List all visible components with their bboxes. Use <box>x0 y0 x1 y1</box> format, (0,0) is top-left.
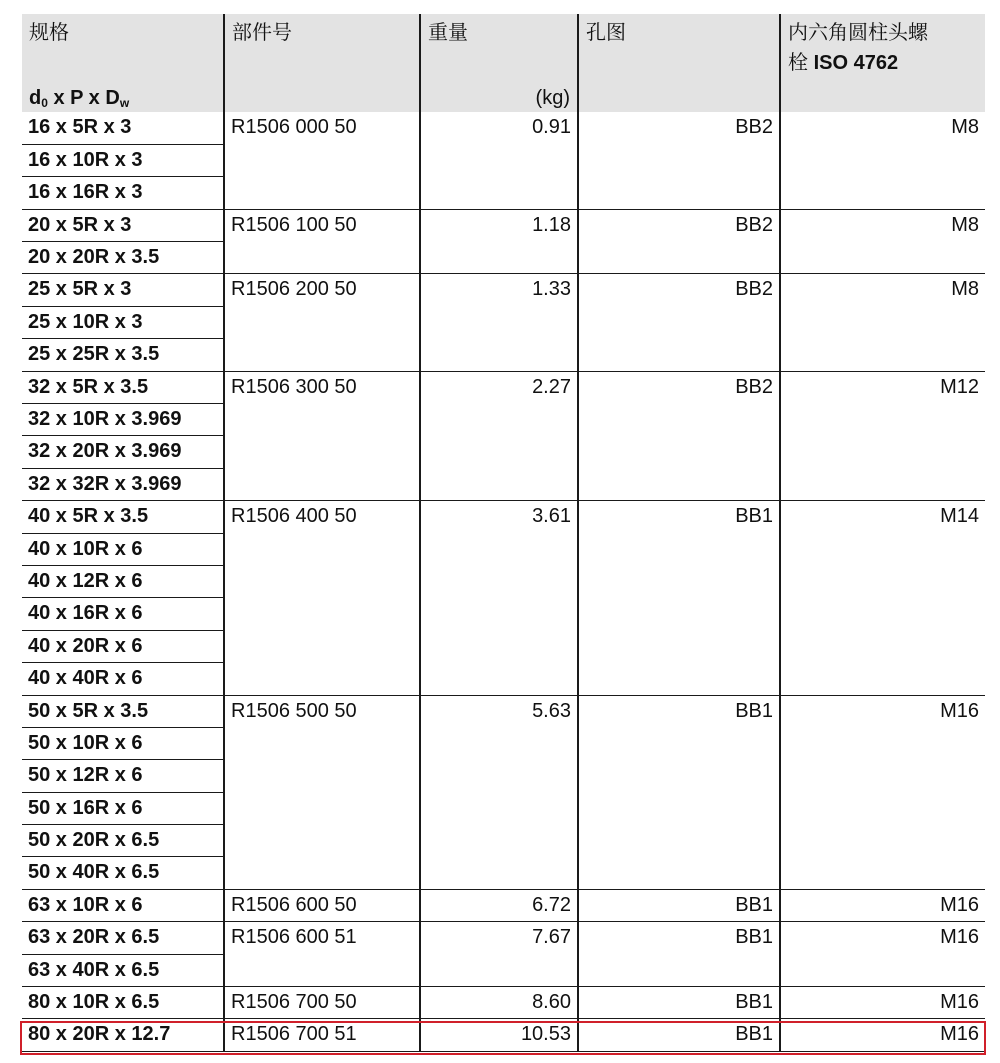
table-row <box>22 468 985 500</box>
table-row <box>22 792 985 824</box>
hole-pattern-cell <box>578 663 780 695</box>
spec-cell: 40 x 12R x 6 <box>22 565 224 597</box>
weight-cell: 10.53 <box>420 1019 578 1051</box>
bolt-cell: M16 <box>780 922 985 954</box>
table-row <box>22 889 985 921</box>
weight-cell <box>420 306 578 338</box>
weight-cell <box>420 565 578 597</box>
weight-cell <box>420 533 578 565</box>
bolt-cell: M8 <box>780 209 985 241</box>
part-number-cell <box>224 144 420 176</box>
weight-cell: 5.63 <box>420 695 578 727</box>
weight-cell: 2.27 <box>420 371 578 403</box>
bolt-cell <box>780 630 985 662</box>
hole-pattern-cell: BB2 <box>578 274 780 306</box>
bolt-cell: M12 <box>780 371 985 403</box>
hole-pattern-cell <box>578 144 780 176</box>
hole-pattern-cell <box>578 565 780 597</box>
weight-cell <box>420 598 578 630</box>
bolt-cell <box>780 339 985 371</box>
table-row <box>22 1019 985 1051</box>
part-number-cell <box>224 857 420 889</box>
spec-cell: 63 x 10R x 6 <box>22 889 224 921</box>
bolt-cell <box>780 598 985 630</box>
spec-cell: 32 x 32R x 3.969 <box>22 468 224 500</box>
hole-pattern-cell <box>578 760 780 792</box>
bolt-cell <box>780 144 985 176</box>
hole-pattern-cell <box>578 857 780 889</box>
part-number-cell: R1506 300 50 <box>224 371 420 403</box>
part-number-cell: R1506 700 50 <box>224 987 420 1019</box>
bolt-cell <box>780 468 985 500</box>
weight-cell <box>420 727 578 759</box>
table-header <box>22 14 985 112</box>
bolt-cell: M16 <box>780 987 985 1019</box>
hole-pattern-cell: BB2 <box>578 209 780 241</box>
hole-pattern-cell <box>578 825 780 857</box>
weight-cell <box>420 144 578 176</box>
table-row <box>22 306 985 338</box>
table-row <box>22 209 985 241</box>
spec-cell: 20 x 5R x 3 <box>22 209 224 241</box>
hole-pattern-cell <box>578 306 780 338</box>
bolt-cell <box>780 436 985 468</box>
part-number-cell <box>224 339 420 371</box>
bolt-cell <box>780 954 985 986</box>
spec-cell: 80 x 20R x 12.7 <box>22 1019 224 1051</box>
hole-pattern-cell <box>578 177 780 209</box>
part-number-cell <box>224 565 420 597</box>
part-number-cell <box>224 533 420 565</box>
header-bolt <box>780 14 985 112</box>
table-body <box>22 112 985 1051</box>
bolt-cell: M8 <box>780 112 985 144</box>
part-number-cell: R1506 600 50 <box>224 889 420 921</box>
weight-cell: 8.60 <box>420 987 578 1019</box>
weight-cell: 1.18 <box>420 209 578 241</box>
bolt-cell <box>780 565 985 597</box>
weight-cell <box>420 825 578 857</box>
weight-cell <box>420 954 578 986</box>
hole-pattern-cell <box>578 339 780 371</box>
hole-pattern-cell: BB1 <box>578 987 780 1019</box>
spec-cell: 16 x 5R x 3 <box>22 112 224 144</box>
spec-cell: 63 x 40R x 6.5 <box>22 954 224 986</box>
hole-pattern-cell <box>578 630 780 662</box>
table-row <box>22 825 985 857</box>
weight-cell <box>420 404 578 436</box>
table-row <box>22 630 985 662</box>
bolt-cell <box>780 760 985 792</box>
table-row <box>22 533 985 565</box>
spec-cell: 25 x 25R x 3.5 <box>22 339 224 371</box>
part-number-cell <box>224 954 420 986</box>
header-spec-formula: $d_0$ x P x $D_w$ <box>29 87 130 110</box>
spec-cell: 50 x 10R x 6 <box>22 727 224 759</box>
part-number-cell: R1506 100 50 <box>224 209 420 241</box>
header-part-label: 部件号 <box>232 22 292 44</box>
part-number-cell <box>224 468 420 500</box>
hole-pattern-cell: BB1 <box>578 922 780 954</box>
header-weight <box>420 14 578 112</box>
weight-cell <box>420 177 578 209</box>
weight-cell <box>420 436 578 468</box>
header-spec-label: 规格 <box>29 22 69 44</box>
part-number-cell <box>224 727 420 759</box>
spec-cell: 16 x 10R x 3 <box>22 144 224 176</box>
table-row <box>22 242 985 274</box>
spec-cell: 40 x 5R x 3.5 <box>22 501 224 533</box>
part-number-cell <box>224 760 420 792</box>
header-weight-unit: (kg) <box>535 87 570 109</box>
part-number-cell: R1506 600 51 <box>224 922 420 954</box>
table-row <box>22 274 985 306</box>
hole-pattern-cell: BB2 <box>578 371 780 403</box>
table-row <box>22 177 985 209</box>
table-row <box>22 663 985 695</box>
bolt-cell <box>780 792 985 824</box>
spec-cell: 25 x 5R x 3 <box>22 274 224 306</box>
hole-pattern-cell: BB2 <box>578 112 780 144</box>
weight-cell: 1.33 <box>420 274 578 306</box>
spec-cell: 63 x 20R x 6.5 <box>22 922 224 954</box>
header-weight-label: 重量 <box>428 22 468 44</box>
spec-cell: 50 x 40R x 6.5 <box>22 857 224 889</box>
hole-pattern-cell: BB1 <box>578 1019 780 1051</box>
spec-cell: 32 x 5R x 3.5 <box>22 371 224 403</box>
hole-pattern-cell <box>578 436 780 468</box>
part-number-cell: R1506 400 50 <box>224 501 420 533</box>
table-row <box>22 112 985 144</box>
hole-pattern-cell <box>578 404 780 436</box>
weight-cell <box>420 792 578 824</box>
bolt-cell <box>780 242 985 274</box>
table-row <box>22 501 985 533</box>
hole-pattern-cell <box>578 468 780 500</box>
weight-cell <box>420 242 578 274</box>
table-row <box>22 436 985 468</box>
part-number-cell <box>224 436 420 468</box>
hole-pattern-cell <box>578 954 780 986</box>
spec-table <box>22 14 985 1052</box>
header-spec <box>22 14 224 112</box>
weight-cell: 3.61 <box>420 501 578 533</box>
bolt-cell: M8 <box>780 274 985 306</box>
spec-cell: 50 x 16R x 6 <box>22 792 224 824</box>
hole-pattern-cell <box>578 727 780 759</box>
bolt-cell <box>780 533 985 565</box>
weight-cell: 6.72 <box>420 889 578 921</box>
weight-cell: 0.91 <box>420 112 578 144</box>
part-number-cell <box>224 242 420 274</box>
spec-cell: 50 x 20R x 6.5 <box>22 825 224 857</box>
bolt-cell <box>780 404 985 436</box>
part-number-cell <box>224 825 420 857</box>
part-number-cell <box>224 177 420 209</box>
table-row <box>22 727 985 759</box>
part-number-cell <box>224 598 420 630</box>
part-number-cell: R1506 700 51 <box>224 1019 420 1051</box>
table-row <box>22 987 985 1019</box>
spec-cell: 50 x 5R x 3.5 <box>22 695 224 727</box>
table-row <box>22 144 985 176</box>
hole-pattern-cell: BB1 <box>578 501 780 533</box>
weight-cell <box>420 630 578 662</box>
part-number-cell <box>224 663 420 695</box>
bolt-cell <box>780 727 985 759</box>
table-row <box>22 404 985 436</box>
spec-cell: 16 x 16R x 3 <box>22 177 224 209</box>
bolt-cell: M16 <box>780 889 985 921</box>
hole-pattern-cell <box>578 242 780 274</box>
weight-cell <box>420 857 578 889</box>
part-number-cell: R1506 000 50 <box>224 112 420 144</box>
bolt-cell: M16 <box>780 695 985 727</box>
bolt-cell <box>780 663 985 695</box>
part-number-cell <box>224 306 420 338</box>
part-number-cell: R1506 200 50 <box>224 274 420 306</box>
table-row <box>22 371 985 403</box>
spec-cell: 80 x 10R x 6.5 <box>22 987 224 1019</box>
table-row <box>22 954 985 986</box>
weight-cell <box>420 468 578 500</box>
table-row <box>22 922 985 954</box>
bolt-cell: M16 <box>780 1019 985 1051</box>
weight-cell: 7.67 <box>420 922 578 954</box>
spec-cell: 40 x 20R x 6 <box>22 630 224 662</box>
table-row <box>22 760 985 792</box>
spec-cell: 25 x 10R x 3 <box>22 306 224 338</box>
hole-pattern-cell <box>578 792 780 824</box>
table-row <box>22 339 985 371</box>
table-row <box>22 598 985 630</box>
spec-cell: 32 x 20R x 3.969 <box>22 436 224 468</box>
table-row <box>22 565 985 597</box>
part-number-cell <box>224 630 420 662</box>
bolt-cell <box>780 825 985 857</box>
spec-cell: 40 x 10R x 6 <box>22 533 224 565</box>
bolt-cell: M14 <box>780 501 985 533</box>
hole-pattern-cell <box>578 533 780 565</box>
header-part <box>224 14 420 112</box>
bolt-cell <box>780 177 985 209</box>
header-hole <box>578 14 780 112</box>
table-row <box>22 857 985 889</box>
spec-cell: 32 x 10R x 3.969 <box>22 404 224 436</box>
header-hole-label: 孔图 <box>586 22 626 44</box>
part-number-cell <box>224 792 420 824</box>
bolt-cell <box>780 857 985 889</box>
hole-pattern-cell: BB1 <box>578 695 780 727</box>
weight-cell <box>420 339 578 371</box>
spec-cell: 40 x 16R x 6 <box>22 598 224 630</box>
weight-cell <box>420 760 578 792</box>
hole-pattern-cell <box>578 598 780 630</box>
spec-cell: 20 x 20R x 3.5 <box>22 242 224 274</box>
part-number-cell: R1506 500 50 <box>224 695 420 727</box>
bolt-cell <box>780 306 985 338</box>
table-row <box>22 695 985 727</box>
weight-cell <box>420 663 578 695</box>
spec-cell: 40 x 40R x 6 <box>22 663 224 695</box>
part-number-cell <box>224 404 420 436</box>
spec-cell: 50 x 12R x 6 <box>22 760 224 792</box>
hole-pattern-cell: BB1 <box>578 889 780 921</box>
header-bolt-label: 内六角圆柱头螺 栓 ISO 4762 <box>788 22 928 74</box>
